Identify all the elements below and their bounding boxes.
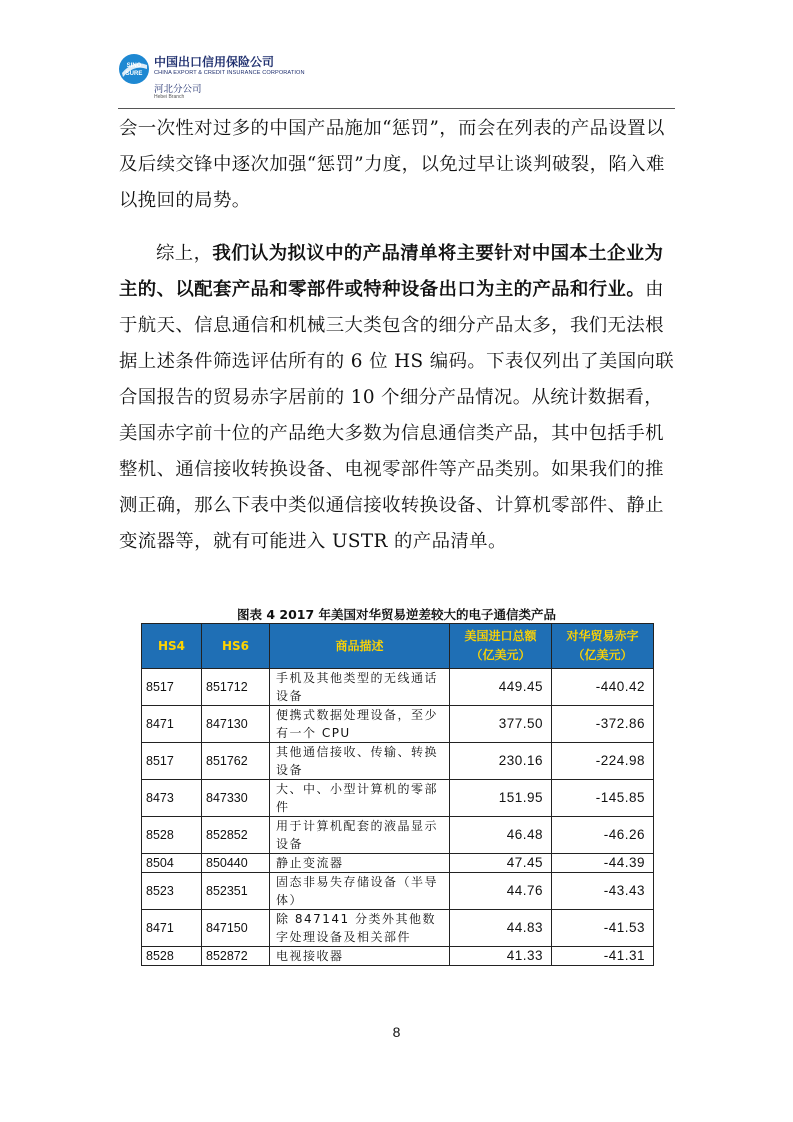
col-description: 商品描述 [270, 624, 450, 669]
description-cell: 大、中、小型计算机的零部件 [270, 780, 450, 817]
hs4-cell: 8473 [142, 780, 202, 817]
hs6-cell: 852872 [202, 947, 270, 966]
description-cell: 电视接收器 [270, 947, 450, 966]
hs6-cell: 847130 [202, 706, 270, 743]
deficit-value-cell: -43.43 [552, 873, 654, 910]
deficit-value-cell: -440.42 [552, 669, 654, 706]
col-trade-deficit: 对华贸易赤字 （亿美元） [552, 624, 654, 669]
hs4-cell: 8528 [142, 947, 202, 966]
table-header-row [142, 624, 654, 669]
description-cell: 用于计算机配套的液晶显示设备 [270, 817, 450, 854]
paragraph-1: 会一次性对过多的中国产品施加“惩罚”，而会在列表的产品设置以及后续交锋中逐次加强“惩罚”力度，以免过早让谈判破裂，陷入难以挽回的局势。 [119, 118, 665, 211]
table-row [142, 706, 654, 743]
import-value-cell: 151.95 [450, 780, 552, 817]
description-cell: 静止变流器 [270, 854, 450, 873]
description-cell: 除 847141 分类外其他数字处理设备及相关部件 [270, 910, 450, 947]
description-cell: 固态非易失存储设备（半导体） [270, 873, 450, 910]
col-us-imports: 美国进口总额 （亿美元） [450, 624, 552, 669]
deficit-value-cell: -44.39 [552, 854, 654, 873]
company-name-en: CHINA EXPORT & CREDIT INSURANCE CORPORATION [154, 70, 305, 76]
import-value-cell: 44.83 [450, 910, 552, 947]
col-hs4: HS4 [142, 624, 202, 669]
table-row [142, 817, 654, 854]
deficit-value-cell: -46.26 [552, 817, 654, 854]
description-cell: 便携式数据处理设备，至少有一个 CPU [270, 706, 450, 743]
branch-name-en: Hebei Branch [154, 94, 185, 100]
table-row [142, 780, 654, 817]
paragraph-2-conclusion: 我们认为拟议中的产品清单将主要针对中国本土企业为主的、以配套产品和零部件或特种设备出口为主的产品和行业。 [119, 243, 664, 300]
description-cell: 手机及其他类型的无线通话设备 [270, 669, 450, 706]
branch-name-cn: 河北分公司 [154, 84, 202, 95]
hs4-cell: 8523 [142, 873, 202, 910]
page-number: 8 [392, 1024, 401, 1040]
deficit-table [141, 623, 654, 966]
hs4-cell: 8528 [142, 817, 202, 854]
deficit-value-cell: -372.86 [552, 706, 654, 743]
svg-text:SURE: SURE [125, 71, 143, 77]
col-hs6: HS6 [202, 624, 270, 669]
table-caption: 图表 4 2017 年美国对华贸易逆差较大的电子通信类产品 [236, 607, 557, 622]
paragraph-2 [119, 236, 676, 560]
table-row [142, 743, 654, 780]
paragraph-2-lead: 综上， [156, 243, 213, 264]
deficit-value-cell: -224.98 [552, 743, 654, 780]
hs6-cell: 852351 [202, 873, 270, 910]
hs4-cell: 8471 [142, 910, 202, 947]
deficit-value-cell: -41.31 [552, 947, 654, 966]
import-value-cell: 41.33 [450, 947, 552, 966]
table-row [142, 947, 654, 966]
hs4-cell: 8517 [142, 743, 202, 780]
svg-text:SINO: SINO [126, 63, 142, 69]
import-value-cell: 230.16 [450, 743, 552, 780]
import-value-cell: 46.48 [450, 817, 552, 854]
import-value-cell: 377.50 [450, 706, 552, 743]
deficit-value-cell: -145.85 [552, 780, 654, 817]
hs6-cell: 851762 [202, 743, 270, 780]
import-value-cell: 47.45 [450, 854, 552, 873]
hs6-cell: 851712 [202, 669, 270, 706]
hs6-cell: 850440 [202, 854, 270, 873]
hs4-cell: 8517 [142, 669, 202, 706]
description-cell: 其他通信接收、传输、转换设备 [270, 743, 450, 780]
import-value-cell: 44.76 [450, 873, 552, 910]
table-row [142, 854, 654, 873]
table-row [142, 910, 654, 947]
import-value-cell: 449.45 [450, 669, 552, 706]
company-logo-icon [118, 53, 150, 85]
hs4-cell: 8504 [142, 854, 202, 873]
hs6-cell: 852852 [202, 817, 270, 854]
company-name-cn: 中国出口信用保险公司 [154, 55, 275, 69]
letterhead [118, 49, 318, 105]
table-row [142, 669, 654, 706]
table-row [142, 873, 654, 910]
hs4-cell: 8471 [142, 706, 202, 743]
hs6-cell: 847330 [202, 780, 270, 817]
hs6-cell: 847150 [202, 910, 270, 947]
header-divider [118, 108, 675, 109]
deficit-value-cell: -41.53 [552, 910, 654, 947]
paragraph-2-rest: 由于航天、信息通信和机械三大类包含的细分产品太多，我们无法根据上述条件筛选评估所有的 6 位 HS 编码。下表仅列出了美国向联合国报告的贸易赤字居前的 10 个细分产品情况。从统计数据看，美国赤字前十位的产品绝大多数为信息通信类产品，其中包括手机整机、通信接收转换设备、电视零部件等产品类别。如果我们的推测正确，那么下表中类似通信接收转换设备、计算机零部件、静止变流器等，就有可能进入 USTR 的产品清单。 [119, 279, 675, 552]
